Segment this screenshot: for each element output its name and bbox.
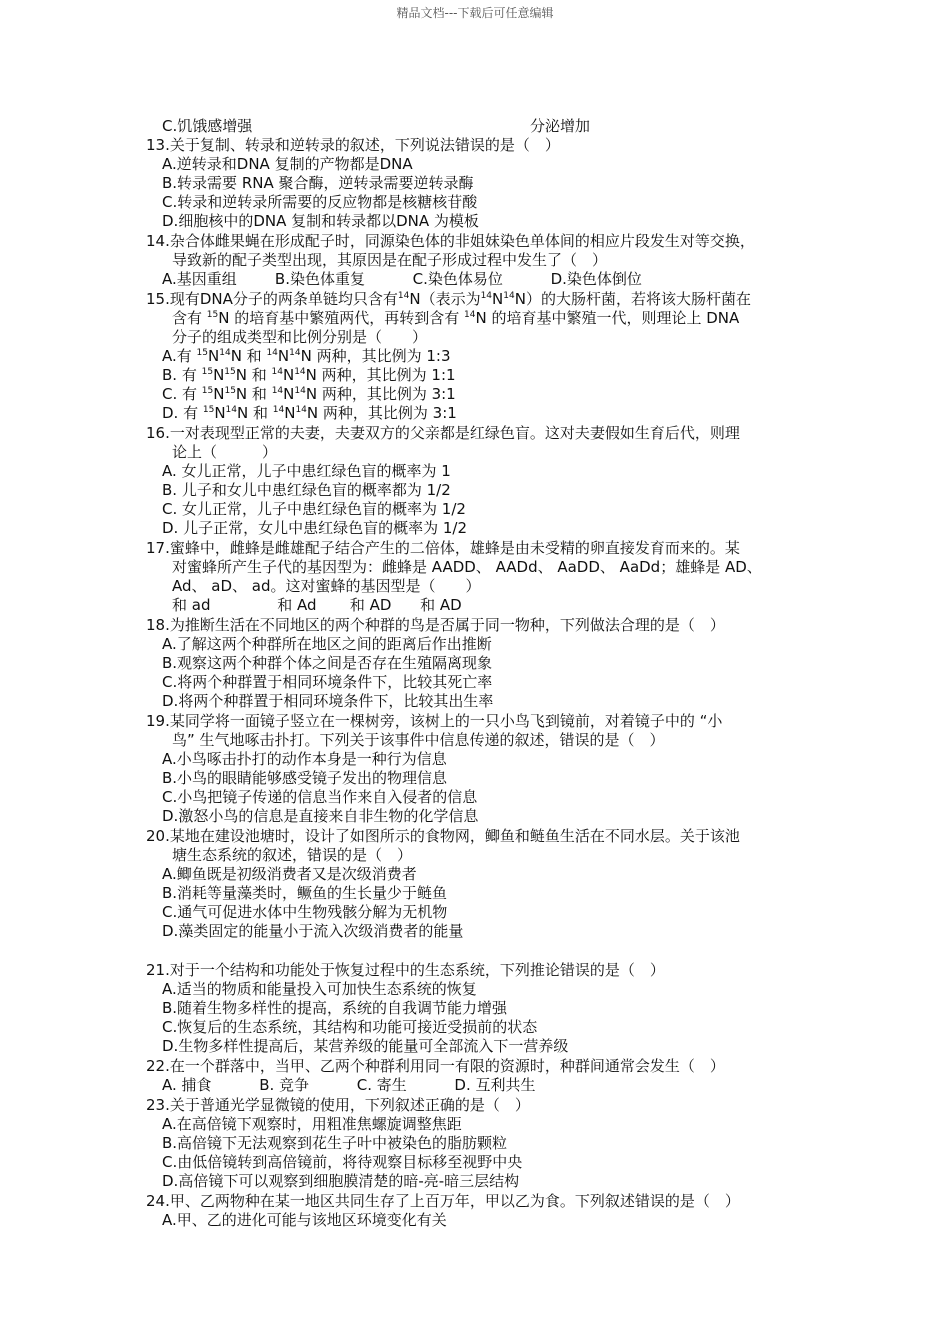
text-line: C.由低倍镜转到高倍镜前，将待观察目标移至视野中央 bbox=[162, 1153, 523, 1171]
text-line: C. 女儿正常，儿子中患红绿色盲的概率为 1/2 bbox=[162, 500, 466, 518]
text-line: 16.一对表现型正常的夫妻，夫妻双方的父亲都是红绿色盲。这对夫妻假如生育后代，则理 bbox=[146, 424, 740, 442]
text-line: A.有 $^{15}N^{14}N$ 和 $^{14}N^{14}N$ 两种，其比例为 1:3 bbox=[162, 347, 451, 365]
text-line: D.生物多样性提高后，某营养级的能量可全部流入下一营养级 bbox=[162, 1037, 569, 1055]
text-line: A.在高倍镜下观察时，用粗准焦螺旋调整焦距 bbox=[162, 1115, 462, 1133]
text-line: B.高倍镜下无法观察到花生子叶中被染色的脂肪颗粒 bbox=[162, 1134, 508, 1152]
text-line: 分子的组成类型和比例分别是（ ） bbox=[172, 328, 428, 346]
text-line: 分泌增加 bbox=[530, 117, 591, 135]
text-line: A. 捕食 B. 竞争 C. 寄生 D. 互利共生 bbox=[162, 1076, 536, 1094]
text-line: B.随着生物多样性的提高，系统的自我调节能力增强 bbox=[162, 999, 508, 1017]
text-line: 22.在一个群落中，当甲、乙两个种群利用同一有限的资源时，种群间通常会发生（ ） bbox=[146, 1057, 725, 1075]
text-line: C.将两个种群置于相同环境条件下，比较其死亡率 bbox=[162, 673, 493, 691]
text-line: 17.蜜蜂中，雌蜂是雌雄配子结合产生的二倍体，雄蜂是由未受精的卵直接发育而来的。某 bbox=[146, 539, 740, 557]
text-line: D.激怒小鸟的信息是直接来自非生物的化学信息 bbox=[162, 807, 479, 825]
text-line: A.逆转录和DNA 复制的产物都是DNA bbox=[162, 155, 413, 173]
text-line: A.小鸟啄击扑打的动作本身是一种行为信息 bbox=[162, 750, 447, 768]
text-line: 14.杂合体雌果蝇在形成配子时，同源染色体的非姐妹染色单体间的相应片段发生对等交换， bbox=[146, 232, 755, 250]
text-line: 论上（ ） bbox=[172, 443, 278, 461]
text-line: A.适当的物质和能量投入可加快生态系统的恢复 bbox=[162, 980, 477, 998]
text-line: 13.关于复制、转录和逆转录的叙述，下列说法错误的是（ ） bbox=[146, 136, 560, 154]
text-line: 含有 $^{15}$N 的培育基中繁殖两代，再转到含有 $^{14}$N 的培育基中繁殖一代，则理论上 DNA bbox=[172, 309, 740, 327]
text-line: C.通气可促进水体中生物残骸分解为无机物 bbox=[162, 903, 448, 921]
text-line: C.转录和逆转录所需要的反应物都是核糖核苷酸 bbox=[162, 193, 478, 211]
text-line: 24.甲、乙两物种在某一地区共同生存了上百万年，甲以乙为食。下列叙述错误的是（ ） bbox=[146, 1192, 740, 1210]
page-header: 精品文档---下载后可任意编辑 bbox=[396, 6, 554, 20]
text-line: B.观察这两个种群个体之间是否存在生殖隔离现象 bbox=[162, 654, 493, 672]
text-line: D.藻类固定的能量小于流入次级消费者的能量 bbox=[162, 922, 464, 940]
text-line: D. 有 $^{15}N^{14}N$ 和 $^{14}N^{14}N$ 两种，其比例为 3:1 bbox=[162, 404, 457, 422]
text-line: A.基因重组 B.染色体重复 C.染色体易位 D.染色体倒位 bbox=[162, 270, 642, 288]
text-line: 18.为推断生活在不同地区的两个种群的鸟是否属于同一物种，下列做法合理的是（ ） bbox=[146, 616, 725, 634]
text-line: 15.现有DNA分子的两条单链均只含有$^{14}$N（表示为$^{14}N^{14}N$）的大肠杆菌，若将该大肠杆菌在 bbox=[146, 290, 751, 308]
text-line: A.甲、乙的进化可能与该地区环境变化有关 bbox=[162, 1211, 447, 1229]
text-line: 导致新的配子类型出现，其原因是在配子形成过程中发生了（ ） bbox=[172, 251, 608, 269]
text-line: B.小鸟的眼睛能够感受镜子发出的物理信息 bbox=[162, 769, 448, 787]
text-line: 对蜜蜂所产生子代的基因型为：雌蜂是 AADD、 AADd、 AaDD、 AaDd；雄蜂是 AD、 bbox=[172, 558, 762, 576]
text-line: B. 有 $^{15}N^{15}N$ 和 $^{14}N^{14}N$ 两种，其比例为 1:1 bbox=[162, 366, 456, 384]
text-line: B.转录需要 RNA 聚合酶，逆转录需要逆转录酶 bbox=[162, 174, 474, 192]
text-line: 鸟” 生气地啄击扑打。下列关于该事件中信息传递的叙述，错误的是（ ） bbox=[172, 731, 665, 749]
text-line: A. 女儿正常，儿子中患红绿色盲的概率为 1 bbox=[162, 462, 451, 480]
text-line: A.了解这两个种群所在地区之间的距离后作出推断 bbox=[162, 635, 492, 653]
text-line: D. 儿子正常，女儿中患红绿色盲的概率为 1/2 bbox=[162, 519, 467, 537]
text-line: B. 儿子和女儿中患红绿色盲的概率都为 1/2 bbox=[162, 481, 451, 499]
text-line: 23.关于普通光学显微镜的使用，下列叙述正确的是（ ） bbox=[146, 1096, 530, 1114]
text-line: D.细胞核中的DNA 复制和转录都以DNA 为模板 bbox=[162, 212, 479, 230]
text-line: 和 ad 和 Ad 和 AD 和 AD bbox=[172, 596, 462, 614]
text-line: C.小鸟把镜子传递的信息当作来自入侵者的信息 bbox=[162, 788, 478, 806]
text-line: B.消耗等量藻类时，鳜鱼的生长量少于鲢鱼 bbox=[162, 884, 448, 902]
text-line: D.高倍镜下可以观察到细胞膜清楚的暗-亮-暗三层结构 bbox=[162, 1172, 520, 1190]
text-line: A.鲫鱼既是初级消费者又是次级消费者 bbox=[162, 865, 417, 883]
text-line: 19.某同学将一面镜子竖立在一棵树旁，该树上的一只小鸟飞到镜前，对着镜子中的 “小 bbox=[146, 712, 723, 730]
text-line: 塘生态系统的叙述，错误的是（ ） bbox=[172, 846, 413, 864]
text-line: 20.某地在建设池塘时，设计了如图所示的食物网，鲫鱼和鲢鱼生活在不同水层。关于该池 bbox=[146, 827, 740, 845]
text-line: 21.对于一个结构和功能处于恢复过程中的生态系统，下列推论错误的是（ ） bbox=[146, 961, 665, 979]
text-line: Ad、 aD、 ad。这对蜜蜂的基因型是（ ） bbox=[172, 577, 481, 595]
text-line: C. 有 $^{15}N^{15}N$ 和 $^{14}N^{14}N$ 两种，其比例为 3:1 bbox=[162, 385, 456, 403]
text-line: D.将两个种群置于相同环境条件下，比较其出生率 bbox=[162, 692, 494, 710]
text-line: C.饥饿感增强 bbox=[162, 117, 253, 135]
text-line: C.恢复后的生态系统，其结构和功能可接近受损前的状态 bbox=[162, 1018, 538, 1036]
